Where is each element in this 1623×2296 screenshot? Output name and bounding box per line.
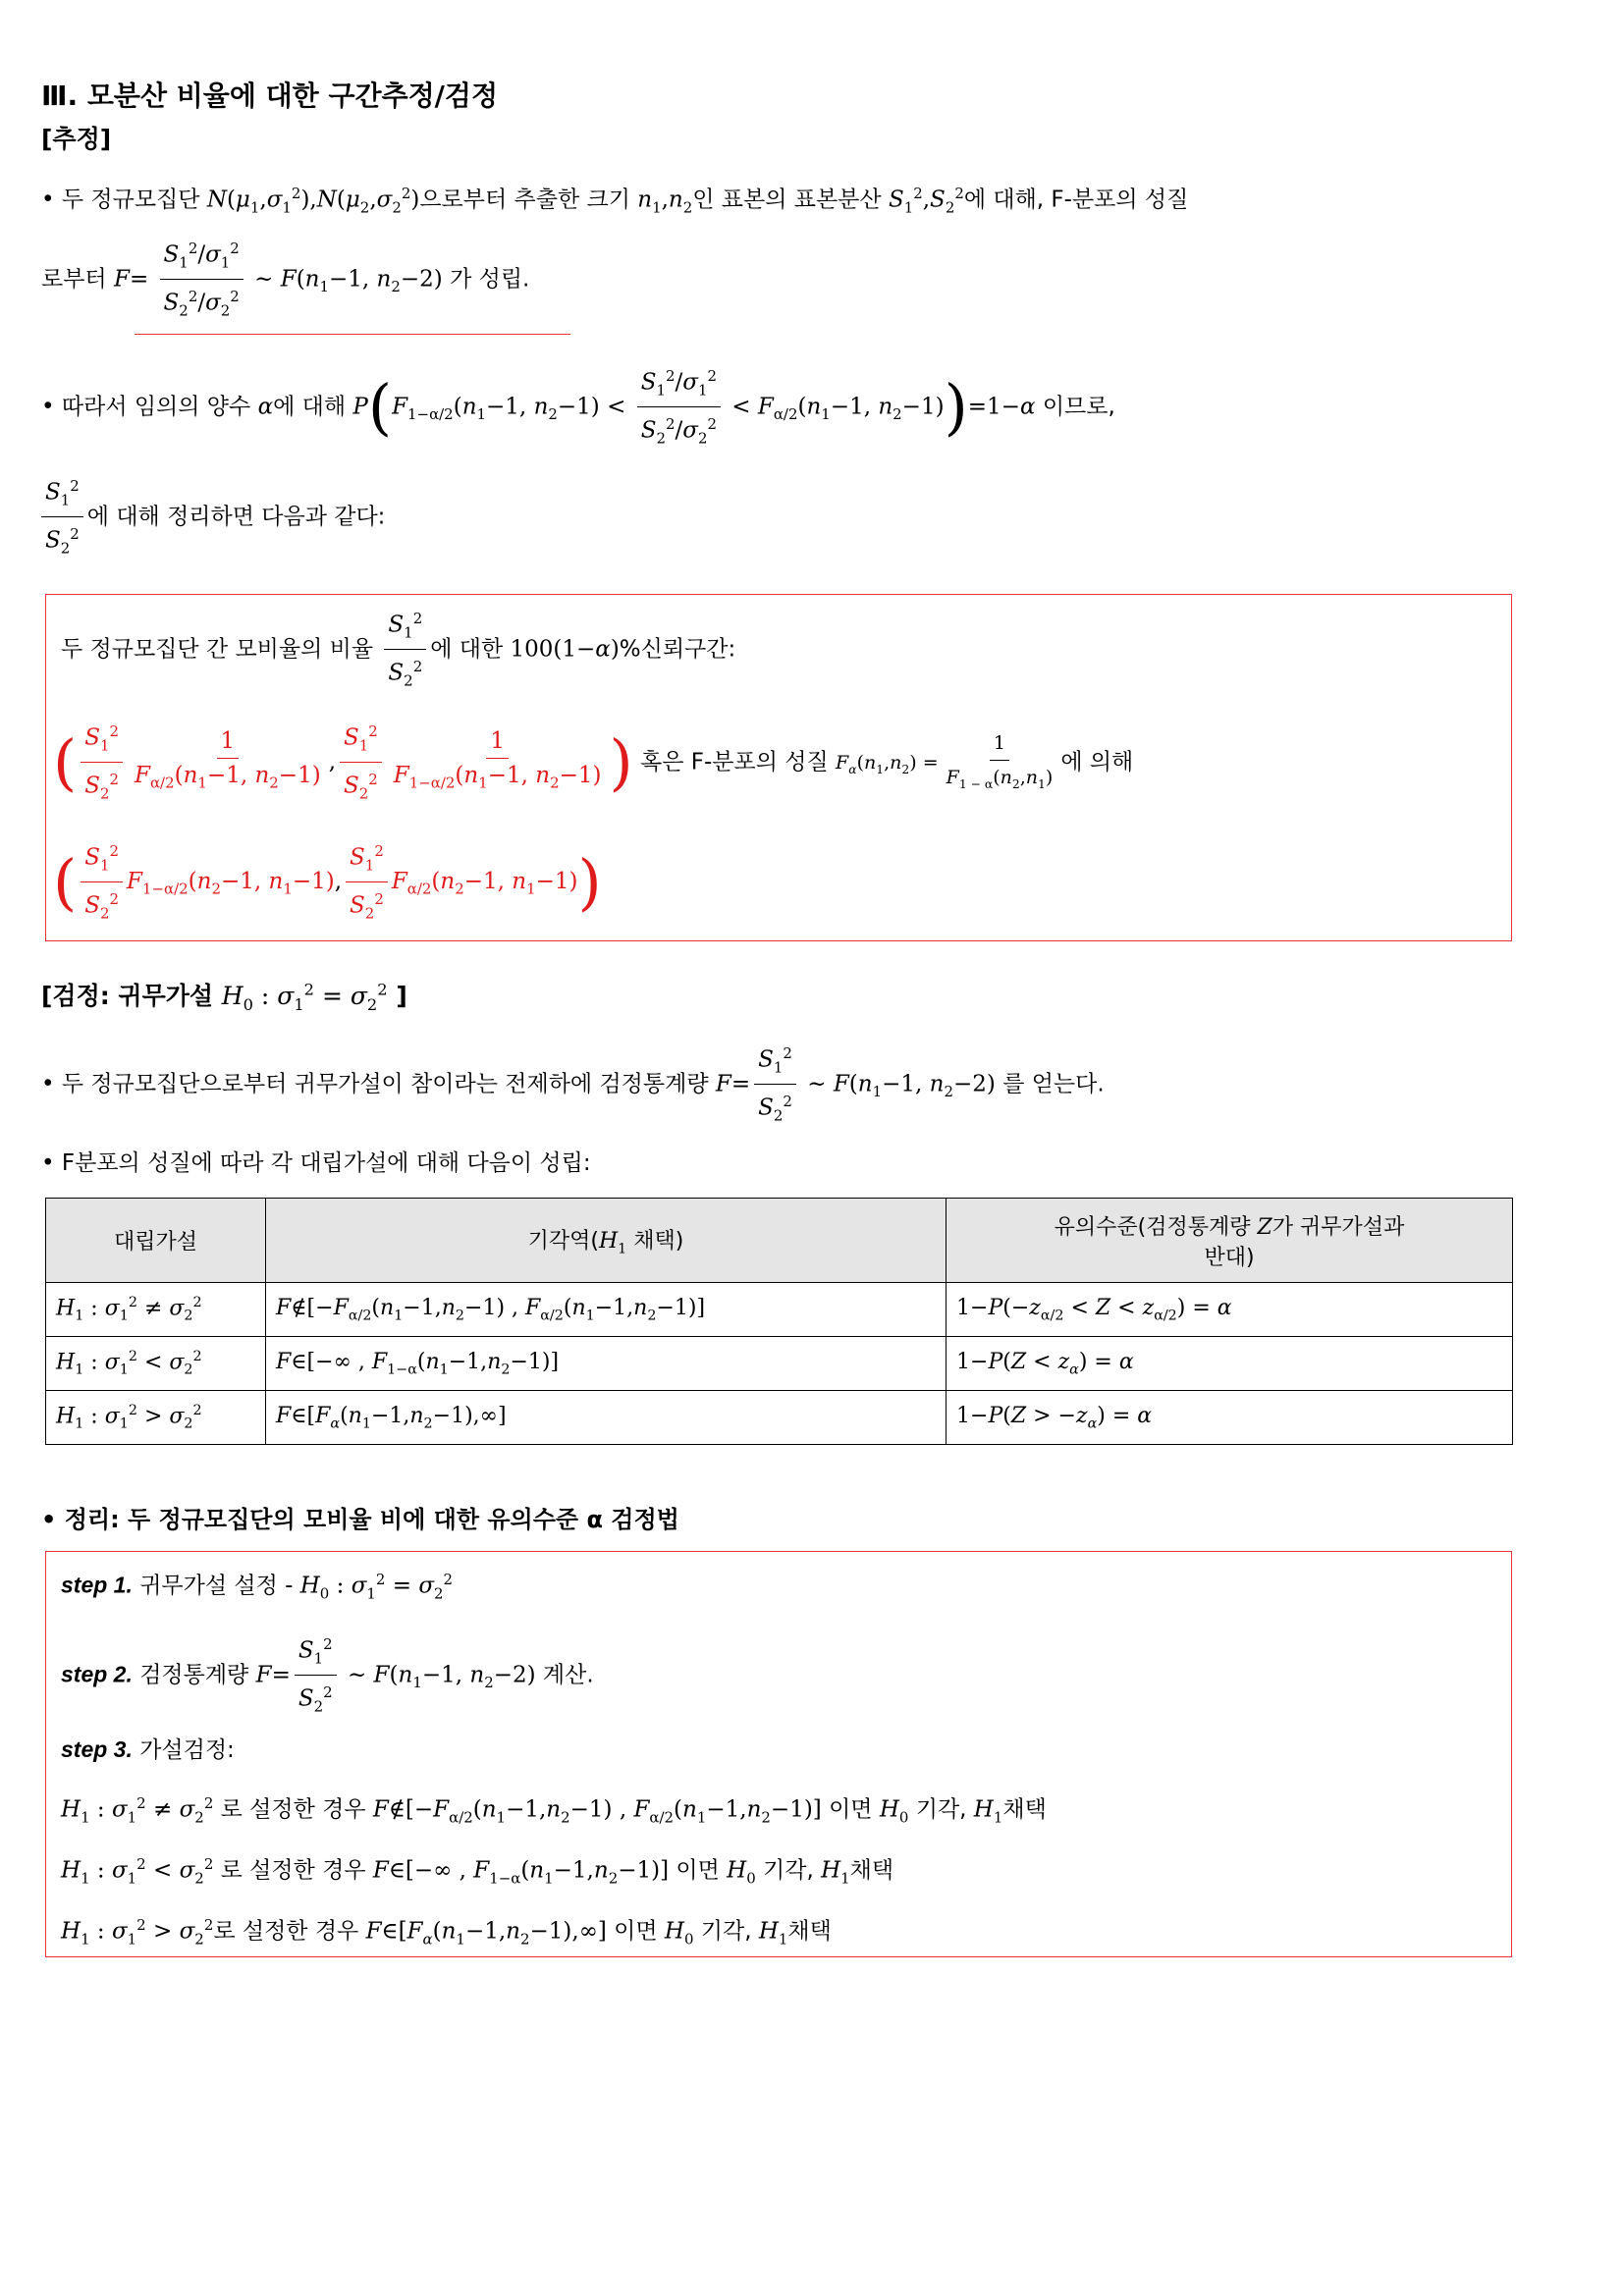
test-line2: • F분포의 성질에 따라 각 대립가설에 대해 다음이 성립: <box>41 1150 591 1176</box>
case-gt: $H_1$ : $\sigma_1^2 > \sigma_2^2$로 설정한 경우 $F\in[F_\alpha(n_1-1,n_2-1),\infty]$ 이면 $H_0$ 기각, $H_1$채택 <box>61 1916 832 1949</box>
step-3: step 3. 가설검정: <box>61 1736 235 1763</box>
step-1: step 1. 귀무가설 설정 - $H_0$ : $\sigma_1^2 = \sigma_2^2$ <box>61 1571 454 1603</box>
estimation-line4: $\frac{S_1^2}{S_2^2}$ 에 대해 정리하면 다음과 같다: <box>41 471 385 563</box>
case-lt: $H_1$ : $\sigma_1^2 < \sigma_2^2$ 로 설정한 경우 F∈[−∞ , $F_{1-\alpha}(n_1-1,n_2-1)$] 이면 $H_0$ 기각, $H_1$채택 <box>61 1855 894 1888</box>
table-row: $H_1$ : $\sigma_1^2 < \sigma_2^2$ F∈[−∞ , $F_{1-\alpha}(n_1-1,n_2-1)$] $1-P(Z < z_\alpha) = \alpha$ <box>46 1337 1513 1391</box>
page-title: Ⅲ. 모분산 비율에 대한 구간추정/검정 <box>41 80 498 112</box>
table-row: $H_1$ : $\sigma_1^2 \ne \sigma_2^2$ $F\notin[-F_{\alpha/2}(n_1-1,n_2-1)$ , $F_{\alpha/2}(n_1-1,n_2-1)$] $1-P(-z_{\alpha/2} < Z < z_{\alpha/2}) = \alpha$ <box>46 1283 1513 1337</box>
ci-interval-2: ( $\frac{S_1^2}{S_2^2}$ $F_{1-\alpha/2}(n_2-1$, $n_1-1$), $\frac{S_1^2}{S_2^2}$ $F_{\alpha/2}(n_2-1$, $n_1-1$)) <box>53 836 602 929</box>
case-ne: $H_1$ : $\sigma_1^2 \ne \sigma_2^2$ 로 설정한 경우 $F\notin[-F_{\alpha/2}(n_1-1,n_2-1)$ , $F_{\alpha/2}(n_1-1,n_2-1)$] 이면 $H_0$ 기각, $H_1$채택 <box>61 1794 1047 1827</box>
estimation-line2: 로부터 F= $\frac{S_1^2/\sigma_1^2}{S_2^2/\sigma_2^2}$ ~ $F(n_1-1$, $n_2-2$) 가 성립. <box>41 234 529 326</box>
step-2: step 2. 검정통계량 F= $\frac{S_1^2}{S_2^2}$ ~ $F(n_1-1$, $n_2-2$) 계산. <box>61 1629 594 1722</box>
rejection-table <box>45 1198 1513 1445</box>
estimation-line3: • 따라서 임의의 양수 α에 대해 $P(F_{1-\alpha/2}(n_1-1$, $n_2-1$) < $\frac{S_1^2/\sigma_1^2}{S_2^2/\sigma_2^2}$ < $F_{\alpha/2}(n_1-1$, $n_2-1))=1-\alpha$ 이므로, <box>41 361 1115 454</box>
col-header-rejection: 기각역($H_1$ 채택) <box>266 1199 947 1283</box>
col-header-significance: 유의수준(검정통계량 Z가 귀무가설과 반대) <box>947 1199 1513 1283</box>
underline <box>135 334 570 335</box>
col-header-alternative: 대립가설 <box>46 1199 266 1283</box>
ci-header: 두 정규모집단 간 모비율의 비율 $\frac{S_1^2}{S_2^2}$ 에 대한 100(1−α)%신뢰구간: <box>61 604 735 696</box>
summary-heading: • 정리: 두 정규모집단의 모비율 비에 대한 유의수준 α 검정법 <box>41 1506 679 1533</box>
table-row: $H_1$ : $\sigma_1^2 > \sigma_2^2$ $F\in[F_\alpha(n_1-1,n_2-1),\infty]$ $1-P(Z > -z_\alpha) = \alpha$ <box>46 1391 1513 1445</box>
test-heading: [검정: 귀무가설 $H_0$ : $\sigma_1^2 = \sigma_2^2$ ] <box>41 980 407 1014</box>
test-line1: • 두 정규모집단으로부터 귀무가설이 참이라는 전제하에 검정통계량 F= $\frac{S_1^2}{S_2^2}$ ~ $F(n_1-1$, $n_2-2$) 를 얻는다. <box>41 1039 1105 1131</box>
summary-box <box>45 1551 1512 1957</box>
estimation-heading: [추정] <box>41 125 112 153</box>
estimation-line1: • 두 정규모집단 $N(\mu_1,\sigma_1^2),N(\mu_2,\sigma_2^2)$으로부터 추출한 크기 $n_1,n_2$인 표본의 표본분산 $S_1^2,S_2^2$에 대해, F-분포의 성질 <box>41 185 1189 217</box>
ci-interval-1: ( $\frac{S_1^2}{S_2^2}$ $\frac{1}{F_{\alpha/2}(n_1-1, n_2-1)}$ , $\frac{S_1^2}{S_2^2}$ $\frac{1}{F_{1-\alpha/2}(n_1-1, n_2-1)}$ ) 혹은 F-분포의 성질 $F_\alpha(n_1,n_2)$ = $\frac{1}{F_{1 - \alpha}(n_2,n_1)}$ 에 의해 <box>53 717 1133 809</box>
